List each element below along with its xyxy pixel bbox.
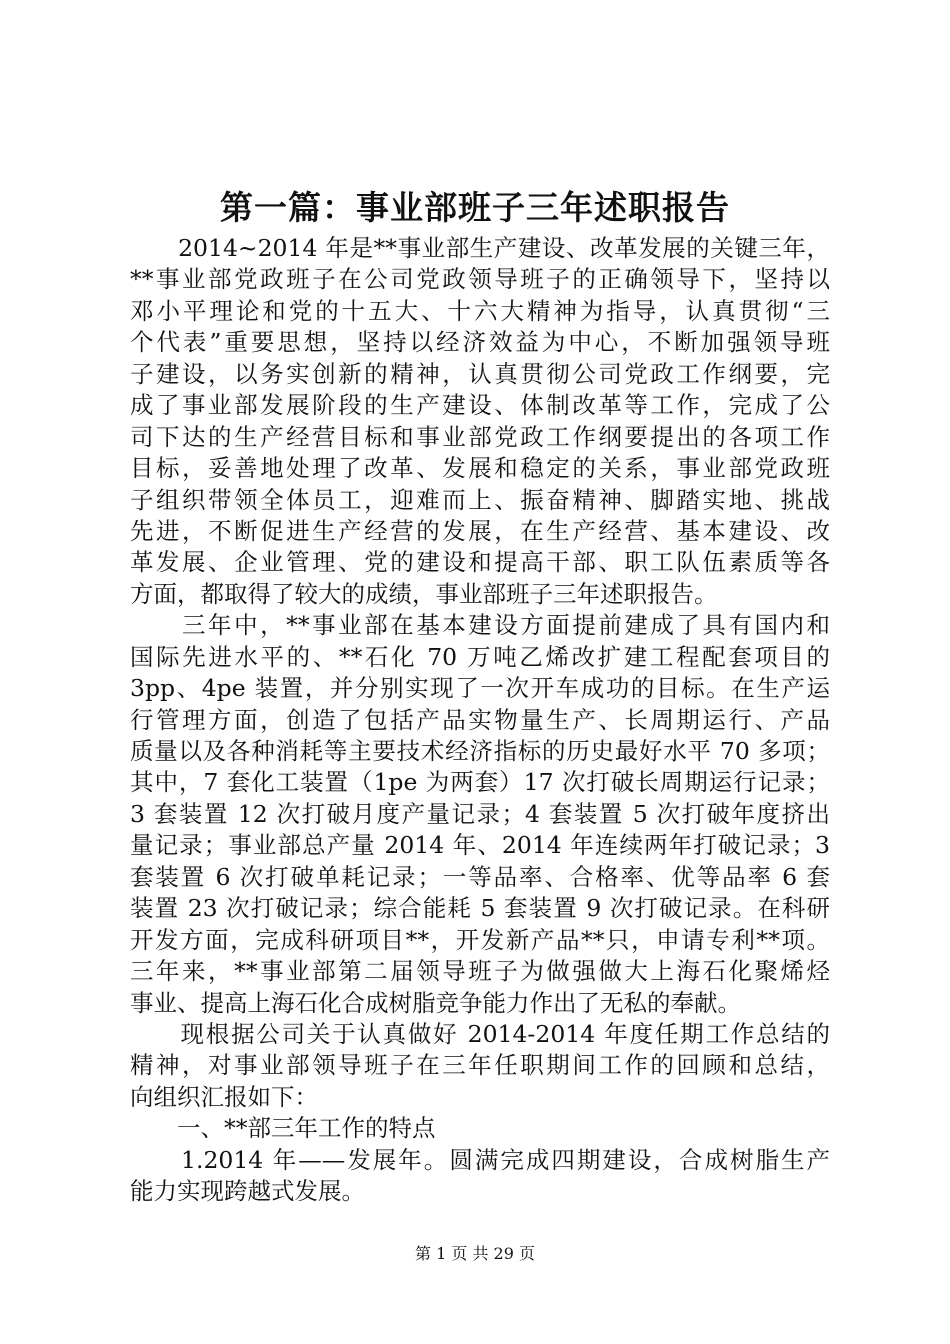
document-title: 第一篇：事业部班子三年述职报告 bbox=[220, 188, 730, 227]
body-line: 三年来，**事业部第二届领导班子为做强做大上海石化聚烯烃 bbox=[130, 957, 830, 986]
body-line: **事业部党政班子在公司党政领导班子的正确领导下，坚持以 bbox=[130, 265, 830, 294]
body-line: 开发方面，完成科研项目**，开发新产品**只，申请专利**项。 bbox=[130, 925, 830, 954]
body-line: 先进，不断促进生产经营的发展，在生产经营、基本建设、改 bbox=[130, 516, 830, 545]
body-line: 邓小平理论和党的十五大、十六大精神为指导，认真贯彻“三 bbox=[130, 296, 830, 325]
body-line: 一、**部三年工作的特点 bbox=[130, 1114, 436, 1143]
body-line: 能力实现跨越式发展。 bbox=[130, 1177, 365, 1206]
body-line: 方面，都取得了较大的成绩，事业部班子三年述职报告。 bbox=[130, 579, 718, 608]
body-line: 目标，妥善地处理了改革、发展和稳定的关系，事业部党政班 bbox=[130, 454, 830, 483]
body-line: 子组织带领全体员工，迎难而上、振奋精神、脚踏实地、挑战 bbox=[130, 485, 830, 514]
body-line: 3pp、4pe 装置，并分别实现了一次开车成功的目标。在生产运 bbox=[130, 674, 830, 703]
body-line: 个代表”重要思想，坚持以经济效益为中心，不断加强领导班 bbox=[130, 328, 830, 357]
document-body bbox=[130, 233, 830, 1208]
body-line: 其中，7 套化工装置（1pe 为两套）17 次打破长周期运行记录； bbox=[130, 768, 830, 797]
body-line: 装置 23 次打破记录；综合能耗 5 套装置 9 次打破记录。在科研 bbox=[130, 894, 830, 923]
body-line: 行管理方面，创造了包括产品实物量生产、长周期运行、产品 bbox=[130, 705, 830, 734]
body-line: 子建设，以务实创新的精神，认真贯彻公司党政工作纲要，完 bbox=[130, 359, 830, 388]
body-line: 精神，对事业部领导班子在三年任职期间工作的回顾和总结， bbox=[130, 1051, 830, 1080]
body-line: 向组织汇报如下： bbox=[130, 1082, 318, 1111]
body-line: 套装置 6 次打破单耗记录；一等品率、合格率、优等品率 6 套 bbox=[130, 862, 830, 891]
body-line: 现根据公司关于认真做好 2014-2014 年度任期工作总结的 bbox=[130, 1019, 830, 1048]
body-line: 三年中，**事业部在基本建设方面提前建成了具有国内和 bbox=[130, 611, 830, 640]
body-line: 3 套装置 12 次打破月度产量记录；4 套装置 5 次打破年度挤出 bbox=[130, 799, 830, 828]
body-line: 国际先进水平的、**石化 70 万吨乙烯改扩建工程配套项目的 bbox=[130, 642, 830, 671]
body-line: 1.2014 年——发展年。圆满完成四期建设，合成树脂生产 bbox=[130, 1145, 830, 1174]
body-line: 2014~2014 年是**事业部生产建设、改革发展的关键三年， bbox=[130, 234, 830, 262]
body-line: 成了事业部发展阶段的生产建设、体制改革等工作，完成了公 bbox=[130, 391, 830, 420]
body-line: 量记录；事业部总产量 2014 年、2014 年连续两年打破记录；3 bbox=[130, 831, 830, 860]
body-line: 质量以及各种消耗等主要技术经济指标的历史最好水平 70 多项； bbox=[130, 737, 830, 765]
page-footer: 第 1 页 共 29 页 bbox=[415, 1244, 535, 1263]
body-line: 司下达的生产经营目标和事业部党政工作纲要提出的各项工作 bbox=[130, 422, 830, 451]
body-line: 事业、提高上海石化合成树脂竞争能力作出了无私的奉献。 bbox=[130, 988, 741, 1017]
body-line: 革发展、企业管理、党的建设和提高干部、职工队伍素质等各 bbox=[130, 548, 830, 577]
